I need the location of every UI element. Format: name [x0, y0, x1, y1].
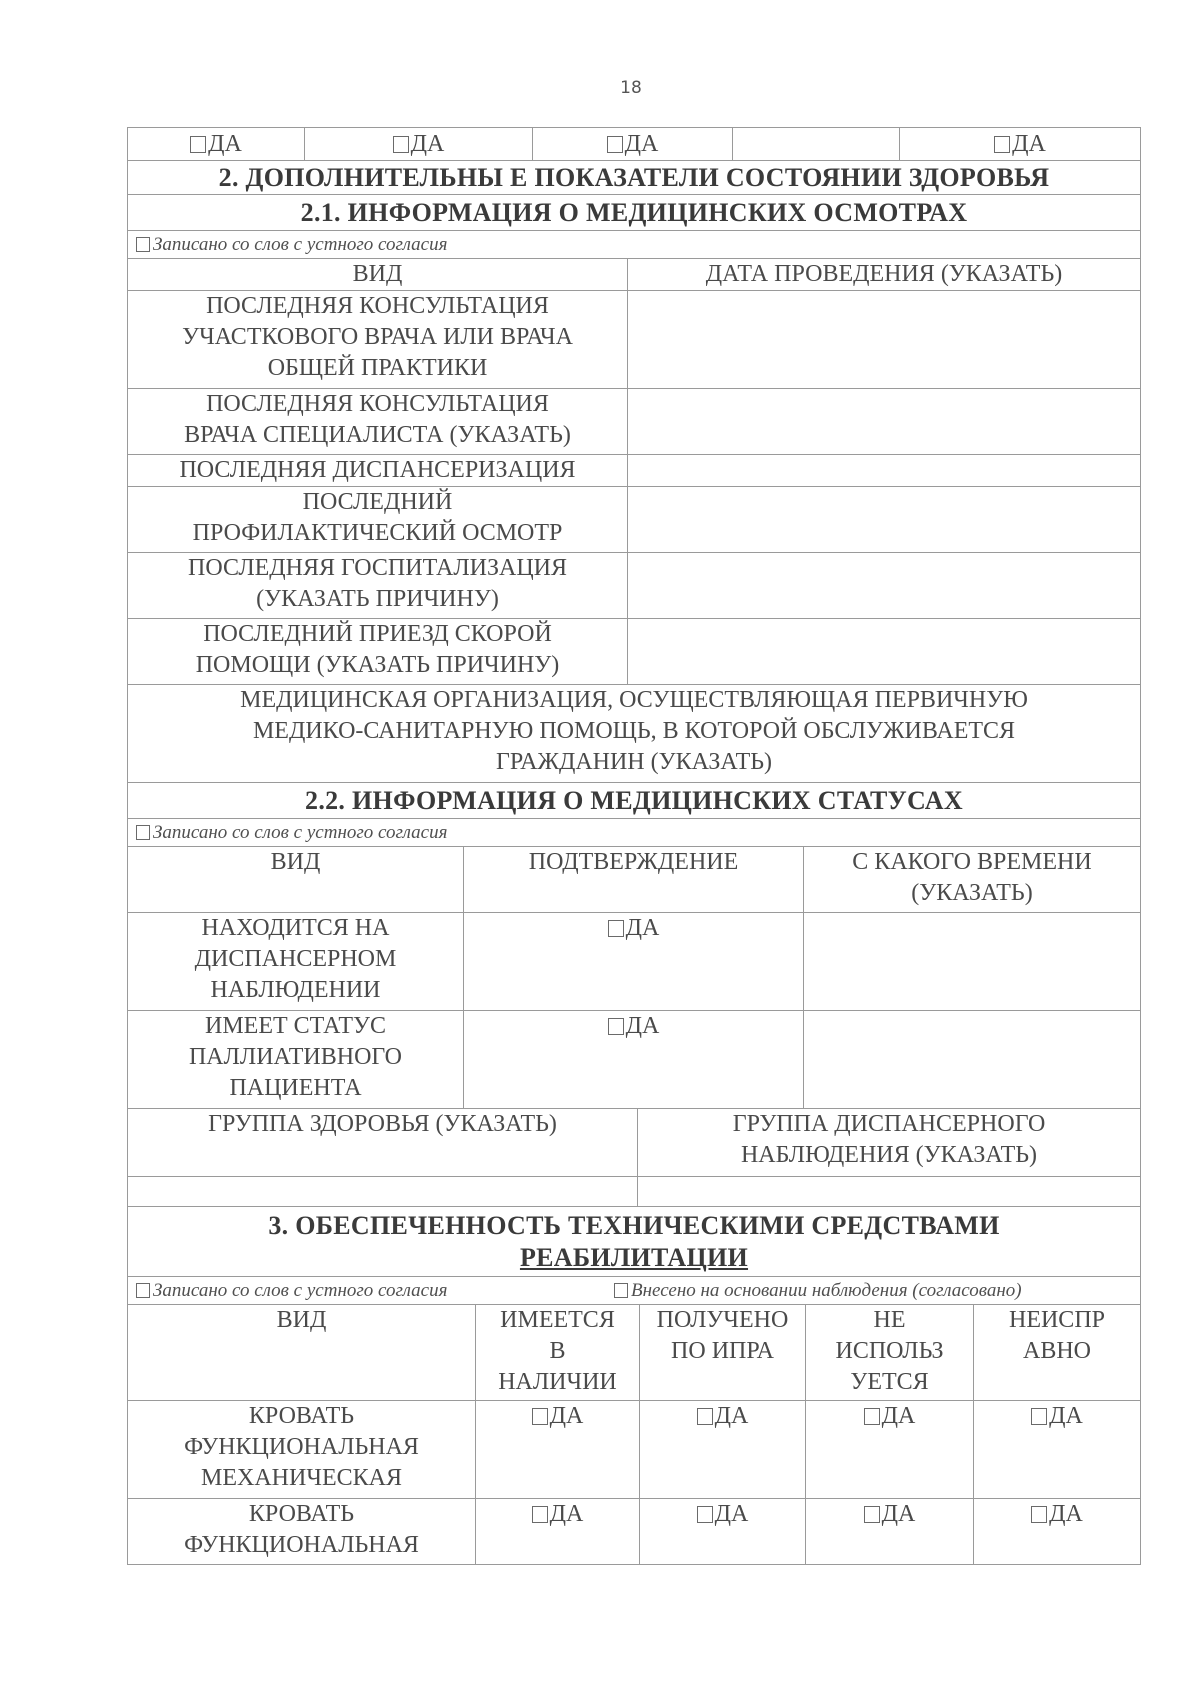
yes-label: ДА	[714, 1501, 749, 1527]
yes-label: ДА	[624, 130, 659, 157]
checkbox[interactable]	[190, 136, 206, 153]
table-row	[128, 487, 1140, 553]
yes-label: ДА	[881, 1403, 916, 1429]
disp-group-label: ГРУППА ДИСПАНСЕРНОГО	[732, 1111, 1046, 1137]
table-row	[128, 389, 1140, 455]
row-label: НАБЛЮДЕНИИ	[210, 977, 381, 1003]
verbal-consent-note: Записано со слов с устного согласия	[153, 233, 448, 255]
verbal-consent-checkbox[interactable]	[136, 825, 150, 840]
organization-label: МЕДИЦИНСКАЯ ОРГАНИЗАЦИЯ, ОСУЩЕСТВЛЯЮЩАЯ ПЕРВИЧНУЮ	[240, 687, 1028, 713]
col-got-header: ПО ИПРА	[671, 1338, 774, 1364]
row-label: ПОСЛЕДНЯЯ ДИСПАНСЕРИЗАЦИЯ	[179, 457, 576, 483]
date-input-cell[interactable]	[628, 619, 1140, 684]
yes-label: ДА	[549, 1501, 584, 1527]
disp-group-label: НАБЛЮДЕНИЯ (УКАЗАТЬ)	[740, 1142, 1038, 1168]
observation-checkbox[interactable]	[614, 1283, 628, 1298]
row-label: КРОВАТЬ	[248, 1403, 355, 1429]
section-3-title: РЕАБИЛИТАЦИИ	[519, 1242, 749, 1272]
col-got-header: ПОЛУЧЕНО	[656, 1307, 789, 1333]
row-label: ВРАЧА СПЕЦИАЛИСТА (УКАЗАТЬ)	[184, 422, 571, 448]
health-group-label: ГРУППА ЗДОРОВЬЯ (УКАЗАТЬ)	[128, 1109, 638, 1176]
date-input-cell[interactable]	[628, 389, 1140, 454]
verbal-consent-checkbox[interactable]	[136, 1283, 150, 1298]
col-notused-header: УЕТСЯ	[850, 1369, 929, 1395]
yes-label: ДА	[1012, 130, 1046, 157]
col-type-header: ВИД	[128, 1305, 476, 1400]
checkbox[interactable]	[1031, 1408, 1047, 1425]
col-since-header: С КАКОГО ВРЕМЕНИ	[852, 849, 1092, 875]
row-label: ПАЛЛИАТИВНОГО	[188, 1044, 403, 1070]
table-row	[128, 1499, 1140, 1565]
statuses-header-row	[128, 847, 1140, 913]
col-type-header: ВИД	[128, 847, 464, 912]
col-date-header: ДАТА ПРОВЕДЕНИЯ (УКАЗАТЬ)	[705, 261, 1063, 287]
since-input-cell[interactable]	[804, 913, 1140, 1010]
col-notused-header: ИСПОЛЬЗ	[835, 1338, 944, 1364]
disp-group-input[interactable]	[638, 1177, 1140, 1206]
col-type-header: ВИД	[128, 259, 628, 290]
organization-label: ГРАЖДАНИН (УКАЗАТЬ)	[495, 749, 773, 775]
checkbox[interactable]	[864, 1408, 880, 1425]
row-label: НАХОДИТСЯ НА	[201, 915, 390, 941]
row-label: ОБЩЕЙ ПРАКТИКИ	[267, 355, 488, 381]
col-since-header: (УКАЗАТЬ)	[911, 880, 1033, 906]
checkbox[interactable]	[697, 1408, 713, 1425]
row-label: ФУНКЦИОНАЛЬНАЯ	[184, 1434, 419, 1460]
checkbox[interactable]	[697, 1506, 713, 1523]
section-2-2-title: 2.2. ИНФОРМАЦИЯ О МЕДИЦИНСКИХ СТАТУСАХ	[305, 786, 963, 815]
page-number: 18	[620, 78, 642, 98]
groups-input-row	[128, 1177, 1140, 1207]
table-row	[128, 455, 1140, 487]
row-label: (УКАЗАТЬ ПРИЧИНУ)	[256, 586, 499, 612]
top-yes-row	[128, 127, 1140, 161]
table-row	[128, 1011, 1140, 1109]
yes-label: ДА	[1049, 1501, 1083, 1527]
checkbox[interactable]	[532, 1408, 548, 1425]
table-row	[128, 291, 1140, 389]
organization-row	[128, 685, 1140, 783]
verbal-consent-note: Записано со слов с устного согласия	[153, 1279, 448, 1301]
yes-label: ДА	[208, 130, 242, 157]
col-confirm-header: ПОДТВЕРЖДЕНИЕ	[464, 847, 804, 912]
table-row	[128, 1401, 1140, 1499]
row-label: ПОМОЩИ (УКАЗАТЬ ПРИЧИНУ)	[195, 652, 560, 678]
yes-label: ДА	[714, 1403, 749, 1429]
row-label: ПОСЛЕДНЯЯ ГОСПИТАЛИЗАЦИЯ	[187, 555, 568, 581]
row-label: ФУНКЦИОНАЛЬНАЯ	[184, 1532, 419, 1558]
row-label: МЕХАНИЧЕСКАЯ	[201, 1465, 402, 1491]
col-has-header: ИМЕЕТСЯ	[500, 1307, 615, 1333]
since-input-cell[interactable]	[804, 1011, 1140, 1108]
checkbox[interactable]	[608, 1018, 624, 1035]
verbal-consent-note: Записано со слов с устного согласия	[153, 821, 448, 843]
exams-header-row	[128, 259, 1140, 291]
table-row	[128, 553, 1140, 619]
checkbox[interactable]	[1031, 1506, 1047, 1523]
col-has-header: В	[549, 1338, 566, 1364]
row-label: ПОСЛЕДНЯЯ КОНСУЛЬТАЦИЯ	[206, 391, 549, 417]
yes-label: ДА	[625, 1013, 660, 1039]
row-label: ПРОФИЛАКТИЧЕСКИЙ ОСМОТР	[192, 520, 563, 546]
date-input-cell[interactable]	[628, 455, 1140, 486]
yes-label: ДА	[410, 130, 445, 157]
section-3-title: 3. ОБЕСПЕЧЕННОСТЬ ТЕХНИЧЕСКИМИ СРЕДСТВАМИ	[268, 1210, 1000, 1240]
table-row	[128, 619, 1140, 685]
section-2-1-title: 2.1. ИНФОРМАЦИЯ О МЕДИЦИНСКИХ ОСМОТРАХ	[300, 198, 968, 227]
date-input-cell[interactable]	[628, 291, 1140, 388]
checkbox[interactable]	[994, 136, 1010, 153]
verbal-consent-checkbox[interactable]	[136, 237, 150, 252]
col-broken-header: НЕИСПР	[1008, 1307, 1105, 1333]
yes-label: ДА	[549, 1403, 584, 1429]
yes-label: ДА	[881, 1501, 916, 1527]
checkbox[interactable]	[532, 1506, 548, 1523]
row-label: УЧАСТКОВОГО ВРАЧА ИЛИ ВРАЧА	[182, 324, 573, 350]
yes-label: ДА	[1049, 1403, 1083, 1429]
row-label: ПОСЛЕДНЯЯ КОНСУЛЬТАЦИЯ	[206, 293, 549, 319]
section-2-title: 2. ДОПОЛНИТЕЛЬНЫ Е ПОКАЗАТЕЛИ СОСТОЯНИИ ЗДОРОВЬЯ	[218, 163, 1050, 192]
health-group-input[interactable]	[128, 1177, 638, 1206]
row-label: ПОСЛЕДНИЙ	[302, 489, 453, 515]
checkbox[interactable]	[608, 920, 624, 937]
row-label: ИМЕЕТ СТАТУС	[204, 1013, 386, 1039]
checkbox[interactable]	[393, 136, 409, 153]
row-label: ПОСЛЕДНИЙ ПРИЕЗД СКОРОЙ	[203, 621, 552, 647]
observation-note: Внесено на основании наблюдения (согласовано)	[631, 1279, 1022, 1301]
checkbox[interactable]	[864, 1506, 880, 1523]
groups-row	[128, 1109, 1140, 1177]
equipment-header-row	[128, 1305, 1140, 1401]
col-broken-header: АВНО	[1022, 1338, 1091, 1364]
table-row	[128, 913, 1140, 1011]
date-input-cell[interactable]	[628, 487, 1140, 552]
survey-form	[127, 127, 1141, 1565]
col-has-header: НАЛИЧИИ	[498, 1369, 617, 1395]
date-input-cell[interactable]	[628, 553, 1140, 618]
row-label: ПАЦИЕНТА	[229, 1075, 362, 1101]
organization-label: МЕДИКО-САНИТАРНУЮ ПОМОЩЬ, В КОТОРОЙ ОБСЛУЖИВАЕТСЯ	[252, 718, 1016, 744]
row-label: ДИСПАНСЕРНОМ	[194, 946, 397, 972]
col-notused-header: НЕ	[873, 1307, 906, 1333]
row-label: КРОВАТЬ	[248, 1501, 355, 1527]
yes-label: ДА	[625, 915, 660, 941]
checkbox[interactable]	[607, 136, 623, 153]
